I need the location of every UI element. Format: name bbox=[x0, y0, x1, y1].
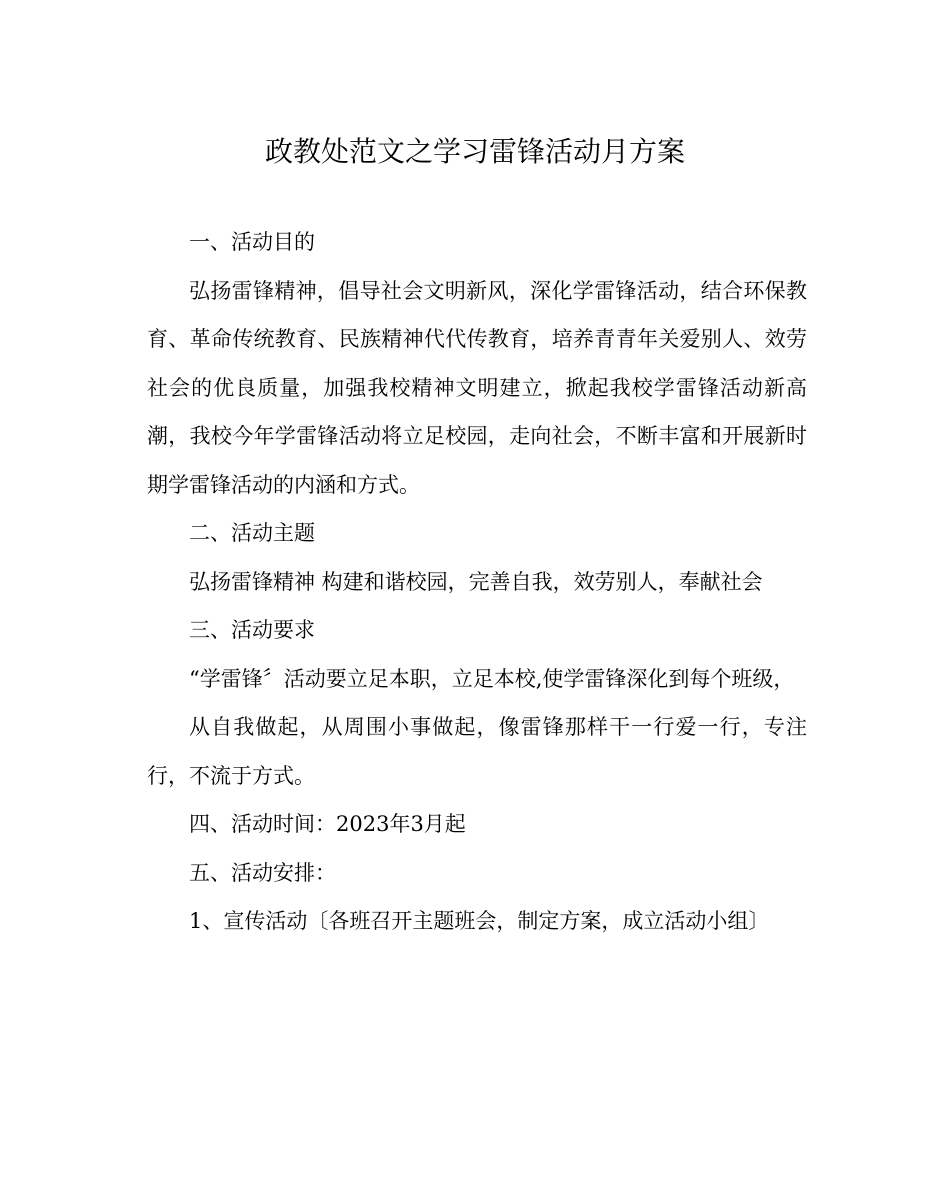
document-title: 政教处范文之学习雷锋活动月方案 bbox=[264, 135, 685, 168]
section-heading-purpose: 一、活动目的 bbox=[189, 230, 315, 254]
section-body-purpose: 弘扬雷锋精神，倡导社会文明新风，深化学雷锋活动，结合环保教育、革命传统教育、民族精神代代传教育，培养青青年关爱别人、效劳社会的优良质量，加强我校精神文明建立，掀起我校学雷锋活动新高潮，我校今年学雷锋活动将立足校园，走向社会，不断丰富和开展新时期学雷锋活动的内涵和方式。 bbox=[147, 278, 807, 497]
section-heading-time: 四、活动时间：2023年3月起 bbox=[189, 812, 466, 836]
arrangement-item-1: 1、宣传活动〔各班召开主题班会，制定方案，成立活动小组〕 bbox=[189, 909, 770, 933]
section-heading-requirements: 三、活动要求 bbox=[189, 618, 315, 642]
section-heading-theme: 二、活动主题 bbox=[189, 521, 315, 545]
document-body bbox=[147, 218, 807, 946]
section-body-requirements-1: “学雷锋〞活动要立足本职，立足本校,使学雷锋深化到每个班级， bbox=[189, 666, 795, 691]
section-body-requirements-2: 从自我做起，从周围小事做起，像雷锋那样干一行爱一行，专注行，不流于方式。 bbox=[147, 715, 807, 788]
section-body-theme: 弘扬雷锋精神 构建和谐校园，完善自我，效劳别人，奉献社会 bbox=[189, 569, 763, 594]
section-heading-arrangement: 五、活动安排： bbox=[189, 860, 336, 885]
